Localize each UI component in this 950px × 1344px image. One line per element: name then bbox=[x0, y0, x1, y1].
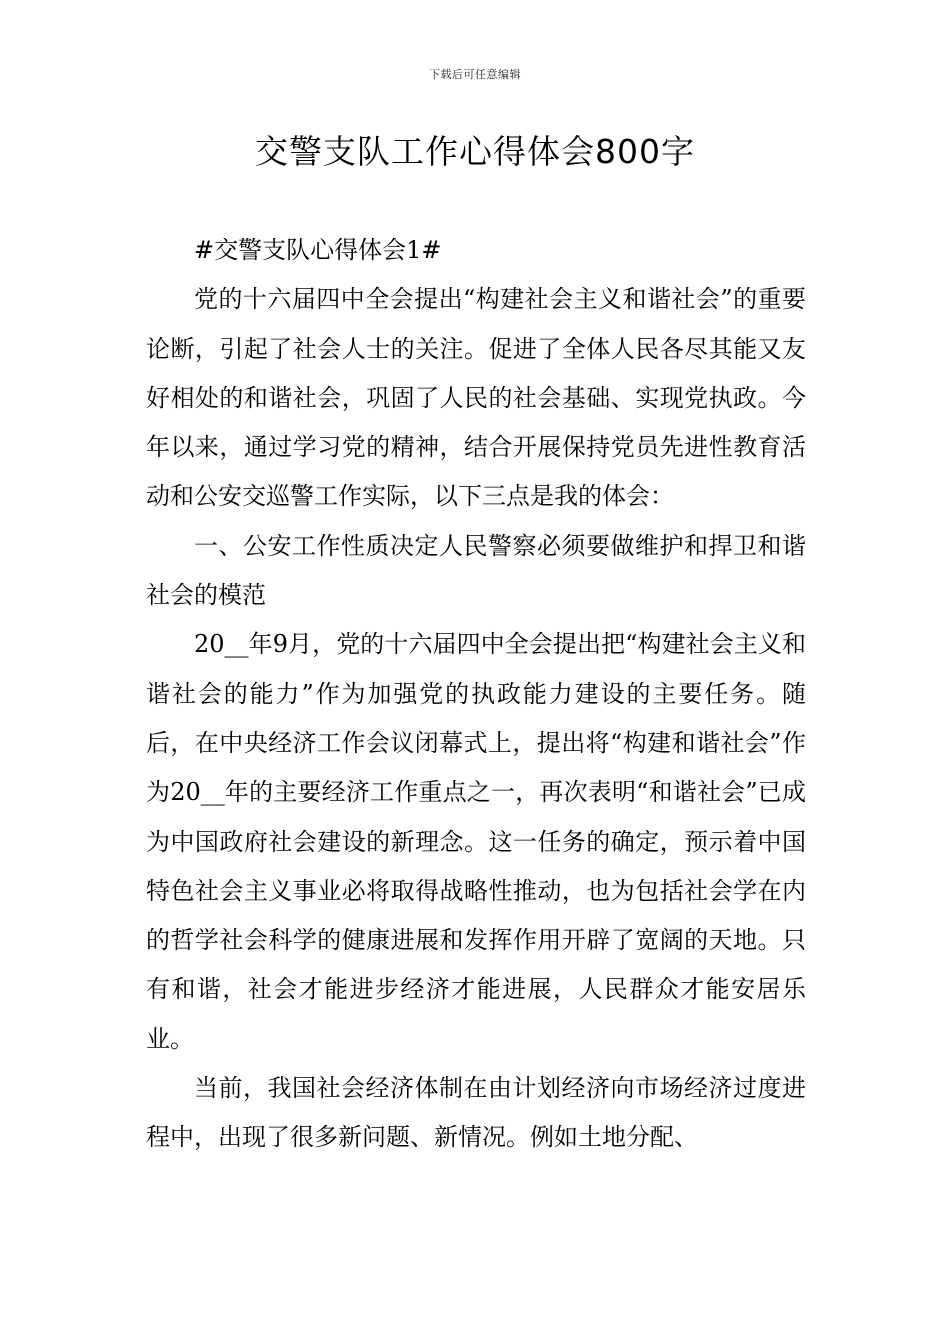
subheading-one: 一、公安工作性质决定人民警察必须要做维护和捍卫和谐社会的模范 bbox=[146, 531, 806, 610]
paragraph-intro: 党的十六届四中全会提出“构建社会主义和谐社会”的重要论断，引起了社会人士的关注。促进了全体人民各尽其能又友好相处的和谐社会，巩固了人民的社会基础、实现党执政。今年以来，通过学习党的精神，结合开展保持党员先进性教育活动和公安交巡警工作实际，以下三点是我的体会： bbox=[146, 285, 806, 511]
document-body bbox=[146, 226, 806, 1163]
document-title: 交警支队工作心得体会800字 bbox=[255, 132, 695, 171]
paragraph-current: 当前，我国社会经济体制在由计划经济向市场经济过度进程中，出现了很多新问题、新情况。例如土地分配、 bbox=[146, 1074, 806, 1152]
header-note: 下载后可任意编辑 bbox=[429, 68, 521, 81]
paragraph-background: 20__年9月，党的十六届四中全会提出把“构建社会主义和谐社会的能力”作为加强党的执政能力建设的主要任务。随后，在中央经济工作会议闭幕式上，提出将“构建和谐社会”作为20__年的主要经济工作重点之一，再次表明“和谐社会”已成为中国政府社会建设的新理念。这一任务的确定，预示着中国特色社会主义事业必将取得战略性推动，也为包括社会学在内的哲学社会科学的健康进展和发挥作用开辟了宽阔的天地。只有和谐，社会才能进步经济才能进展，人民群众才能安居乐业。 bbox=[146, 630, 806, 1053]
section-heading-1: #交警支队心得体会1# bbox=[194, 236, 442, 264]
